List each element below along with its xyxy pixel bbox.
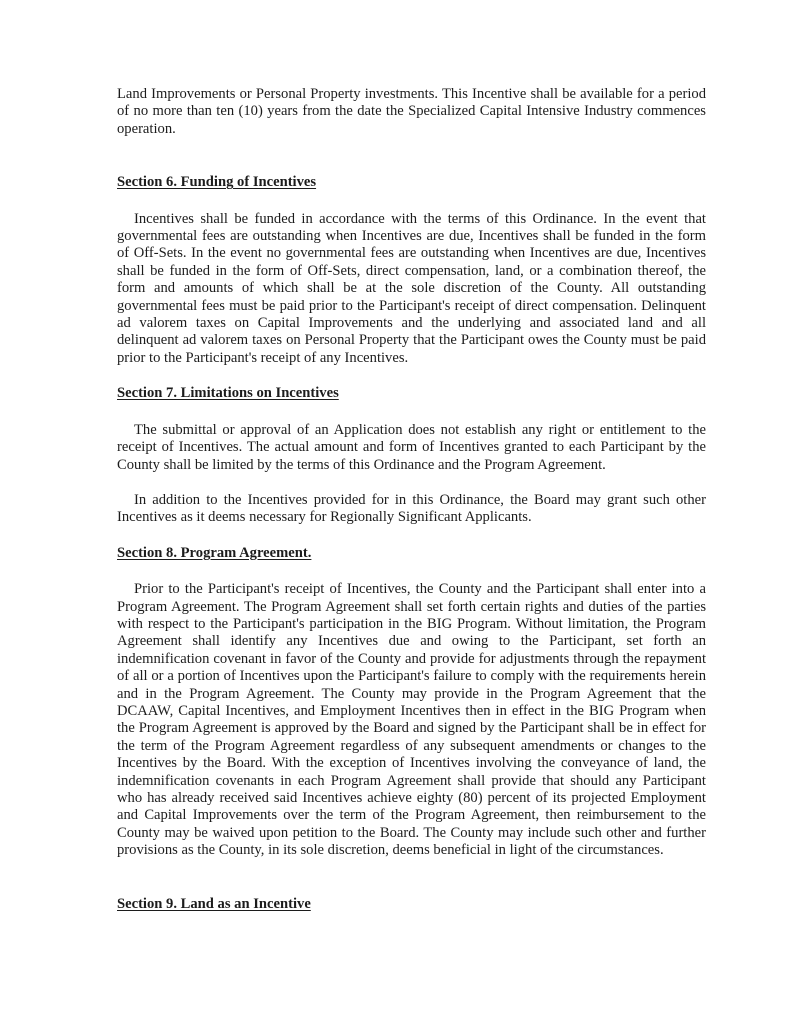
intro-paragraph: Land Improvements or Personal Property investments. This Incentive shall be available for a period of no more than ten (10) years from the date the Specialized Capital Intensive Industry commences operation. — [117, 86, 706, 137]
document-page — [117, 86, 706, 913]
section-6-paragraph: Incentives shall be funded in accordance with the terms of this Ordinance. In the event that governmental fees are outstanding when Incentives are due, Incentives shall be funded in the form of Off-Sets. In the event no governmental fees are outstanding when Incentives are due, Incentives shall be funded in the form of Off-Sets, direct compensation, land, or a combination thereof, the form and amounts of which shall be at the sole discretion of the County. All outstanding governmental fees must be paid prior to the Participant's receipt of direct compensation. Delinquent ad valorem taxes on Capital Improvements and the underlying and associated land and all delinquent ad valorem taxes on Personal Property that the Participant owes the County must be paid prior to the Participant's receipt of any Incentives. — [117, 210, 706, 366]
section-8-heading: Section 8. Program Agreement. — [117, 544, 312, 561]
section-6-heading: Section 6. Funding of Incentives — [117, 174, 317, 191]
section-7-paragraph-2: In addition to the Incentives provided for in this Ordinance, the Board may grant such other Incentives as it deems necessary for Regionally Significant Applicants. — [117, 491, 706, 526]
section-9-heading: Section 9. Land as an Incentive — [117, 895, 311, 912]
section-8-paragraph: Prior to the Participant's receipt of Incentives, the County and the Participant shall enter into a Program Agreement. The Program Agreement shall set forth certain rights and duties of the parties with respect to the Participant's participation in the BIG Program. Without limitation, the Program Agreement shall identify any Incentives due and owing to the Participant, set forth an indemnification covenant in favor of the County and provide for adjustments through the repayment of all or a portion of Incentives upon the Participant's failure to comply with the requirements herein and in the Program Agreement. The County may provide in the Program Agreement that the DCAAW, Capital Incentives, and Employment Incentives then in effect in the BIG Program when the Program Agreement is approved by the Board and signed by the Participant shall be in effect for the term of the Program Agreement regardless of any subsequent amendments or changes to the Incentives by the Board. With the exception of Incentives involving the conveyance of land, the indemnification covenants in each Program Agreement shall provide that should any Participant who has already received said Incentives achieve eighty (80) percent of its projected Employment and Capital Improvements over the term of the Program Agreement, then reimbursement to the County may be waived upon petition to the Board. The County may include such other and further provisions as the County, in its sole discretion, deems beneficial in light of the circumstances. — [117, 581, 706, 859]
section-7-heading: Section 7. Limitations on Incentives — [117, 385, 339, 402]
section-7-paragraph-1: The submittal or approval of an Application does not establish any right or entitlement to the receipt of Incentives. The actual amount and form of Incentives granted to each Participant by the County shall be limited by the terms of this Ordinance and the Program Agreement. — [117, 421, 706, 473]
